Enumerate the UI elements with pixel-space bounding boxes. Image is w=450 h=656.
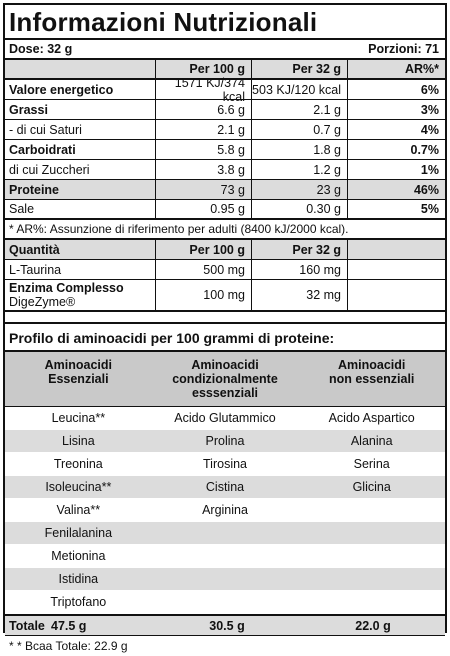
nutrient-row [5, 100, 445, 120]
divider-line [251, 240, 252, 310]
extras-table [5, 240, 445, 312]
amino-rows [5, 407, 445, 614]
spacer [5, 312, 445, 324]
nutrient-ar: 46% [413, 182, 439, 197]
extras-header-per-100g: Per 100 g [189, 242, 245, 257]
label-title: Informazioni Nutrizionali [5, 5, 445, 40]
nutrient-per-32g: 0.30 g [306, 202, 341, 216]
amino-total-row [5, 614, 445, 636]
amino-row [5, 453, 445, 476]
nutrient-name: Carboidrati [9, 142, 76, 157]
nutrient-ar: 4% [420, 122, 439, 137]
header-per-32g: Per 32 g [292, 62, 341, 76]
amino-essential-cell: Metionina [51, 549, 106, 563]
divider-line [251, 60, 252, 220]
amino-row [5, 568, 445, 591]
nutrient-row [5, 180, 445, 200]
amino-conditional-cell: Cistina [205, 480, 245, 494]
amino-conditional-cell: Prolina [205, 434, 245, 448]
divider-line [347, 60, 348, 220]
divider-line [155, 240, 156, 310]
divider-line [347, 240, 348, 310]
amino-header-nonessential: Aminoacidi non essenziali [328, 358, 415, 386]
nutrient-per-100g: 73 g [220, 182, 245, 197]
total-essential: 47.5 g [51, 618, 87, 633]
amino-conditional-cell: Tirosina [203, 457, 247, 471]
nutrient-rows [5, 75, 445, 220]
amino-profile-title: Profilo di aminoacidi per 100 grammi di proteine: [5, 324, 445, 352]
nutrient-ar: 3% [420, 102, 439, 117]
dose-row [5, 40, 445, 60]
nutrient-per-32g: 2.1 g [313, 102, 341, 117]
nutrient-row [5, 160, 445, 180]
nutrient-ar: 0.7% [410, 142, 439, 157]
nutrient-name: Sale [9, 202, 35, 216]
amino-row [5, 499, 445, 522]
nutrient-ar: 5% [420, 202, 439, 216]
nutrient-table [5, 60, 445, 220]
nutrient-per-32g: 0.7 g [313, 122, 341, 137]
dose-label: Dose: 32 g [9, 42, 73, 56]
total-label: Totale [9, 618, 45, 633]
extra-name: L-Taurina [9, 262, 62, 277]
quantity-header: Quantità [9, 242, 60, 257]
total-nonessential: 22.0 g [355, 618, 391, 633]
amino-table [5, 352, 445, 614]
extra-per-100g: 100 mg [203, 288, 245, 302]
nutrient-per-100g: 5.8 g [217, 142, 245, 157]
nutrient-per-100g: 6.6 g [217, 102, 245, 117]
nutrient-per-100g: 1571 KJ/374 kcal [174, 75, 245, 104]
amino-essential-cell: Valina** [56, 503, 101, 517]
extras-header-per-32g: Per 32 g [292, 242, 341, 257]
header-ar: AR%* [404, 62, 439, 76]
nutrient-name: Grassi [9, 102, 48, 117]
nutrient-row [5, 75, 445, 104]
extra-per-32g: 32 mg [306, 288, 341, 302]
amino-essential-cell: Lisina [62, 434, 95, 448]
header-per-100g: Per 100 g [189, 62, 245, 76]
amino-nonessential-cell: Glicina [352, 480, 391, 494]
amino-row [5, 430, 445, 453]
amino-essential-cell: Istidina [58, 572, 99, 586]
amino-row [5, 476, 445, 499]
extra-per-100g: 500 mg [203, 262, 245, 277]
nutrient-ar: 1% [420, 162, 439, 177]
extra-per-32g: 160 mg [299, 262, 341, 277]
extra-name: Enzima Complesso [9, 281, 124, 295]
nutrient-row [5, 120, 445, 140]
nutrient-row [5, 140, 445, 160]
amino-conditional-cell: Arginina [202, 503, 248, 517]
nutrient-per-100g: 2.1 g [217, 122, 245, 137]
extra-row-taurina [5, 260, 445, 280]
extras-header [5, 240, 445, 260]
servings-label: Porzioni: 71 [368, 42, 439, 56]
amino-essential-cell: Treonina [53, 457, 103, 471]
amino-essential-cell: Isoleucina** [45, 480, 112, 494]
nutrient-name: Proteine [9, 182, 60, 197]
bcaa-note: * * Bcaa Totale: 22.9 g [9, 639, 128, 653]
amino-nonessential-cell: Alanina [350, 434, 393, 448]
nutrition-label [3, 3, 447, 653]
nutrient-per-100g: 0.95 g [210, 202, 245, 216]
divider-line [155, 60, 156, 220]
ar-note: * AR%: Assunzione di riferimento per adulti (8400 kJ/2000 kcal). [5, 220, 445, 240]
nutrient-per-32g: 1.8 g [313, 142, 341, 157]
amino-row [5, 591, 445, 614]
amino-essential-cell: Fenilalanina [44, 526, 113, 540]
nutrient-row [5, 200, 445, 220]
nutrient-per-32g: 1.2 g [313, 162, 341, 177]
nutrient-name: Valore energetico [9, 82, 114, 97]
nutrient-name: - di cui Saturi [9, 122, 82, 137]
amino-essential-cell: Triptofano [50, 595, 107, 609]
total-conditional: 30.5 g [209, 618, 245, 633]
extra-subname: DigeZyme® [9, 295, 76, 309]
amino-nonessential-cell: Acido Aspartico [328, 411, 415, 425]
nutrient-name: di cui Zuccheri [9, 162, 90, 177]
nutrient-per-32g: 503 KJ/120 kcal [252, 82, 341, 97]
nutrient-ar: 6% [420, 82, 439, 97]
amino-table-header [5, 352, 445, 407]
amino-essential-cell: Leucina** [51, 411, 106, 425]
amino-header-essential: Aminoacidi Essenziali [44, 358, 113, 386]
amino-conditional-cell: Acido Glutammico [174, 411, 276, 425]
amino-header-conditional: Aminoacidi condizionalmente esssenziali [172, 358, 278, 400]
amino-row [5, 545, 445, 568]
nutrient-per-32g: 23 g [316, 182, 341, 197]
amino-row [5, 522, 445, 545]
nutrient-per-100g: 3.8 g [217, 162, 245, 177]
amino-nonessential-cell: Serina [353, 457, 390, 471]
amino-row [5, 407, 445, 430]
extra-row-enzyme [5, 280, 445, 312]
